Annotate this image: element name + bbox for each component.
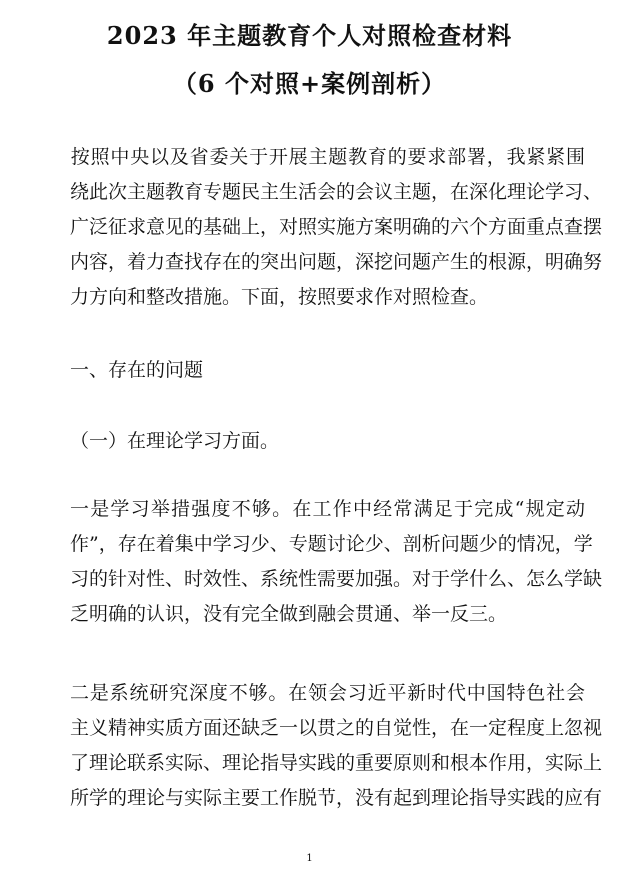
document-title: 2023 年主题教育个人对照检查材料 bbox=[106, 21, 513, 50]
para2-line-4: 所学的理论与实际主要工作脱节，没有起到理论指导实践的应有 bbox=[70, 787, 603, 809]
para1-line-2: 作”，存在着集中学习少、专题讨论少、剖析问题少的情况，学 bbox=[70, 533, 593, 555]
para2-line-1: 二是系统研究深度不够。在领会习近平新时代中国特色社会 bbox=[70, 682, 585, 704]
para2-line-3: 了理论联系实际、理论指导实践的重要原则和根本作用，实际上 bbox=[70, 752, 603, 774]
paragraph-study-intensity bbox=[70, 492, 603, 632]
subsection-heading-theory: （一）在理论学习方面。 bbox=[70, 430, 280, 452]
para2-line-2: 主义精神实质方面还缺乏一以贯之的自觉性，在一定程度上忽视 bbox=[70, 717, 603, 739]
intro-line-2: 绕此次主题教育专题民主生活会的会议主题，在深化理论学习、 bbox=[70, 181, 603, 203]
para1-line-3: 习的针对性、时效性、系统性需要加强。对于学什么、怎么学缺 bbox=[70, 568, 603, 590]
intro-line-3: 广泛征求意见的基础上，对照实施方案明确的六个方面重点查摆 bbox=[70, 216, 603, 238]
intro-line-4: 内容，着力查找存在的突出问题，深挖问题产生的根源，明确努 bbox=[70, 251, 603, 273]
page-number: 1 bbox=[306, 853, 313, 864]
section-heading-problems: 一、存在的问题 bbox=[70, 359, 204, 381]
paragraph-research-depth bbox=[70, 676, 603, 816]
para1-line-4: 乏明确的认识，没有完全做到融会贯通、举一反三。 bbox=[70, 603, 508, 625]
intro-line-1: 按照中央以及省委关于开展主题教育的要求部署，我紧紧围 bbox=[70, 146, 585, 168]
intro-line-5: 力方向和整改措施。下面，按照要求作对照检查。 bbox=[70, 286, 489, 308]
para1-line-1: 一是学习举措强度不够。在工作中经常满足于完成“规定动 bbox=[70, 498, 585, 520]
intro-paragraph bbox=[70, 140, 603, 315]
document-subtitle: （6 个对照+案例剖析） bbox=[172, 69, 447, 98]
